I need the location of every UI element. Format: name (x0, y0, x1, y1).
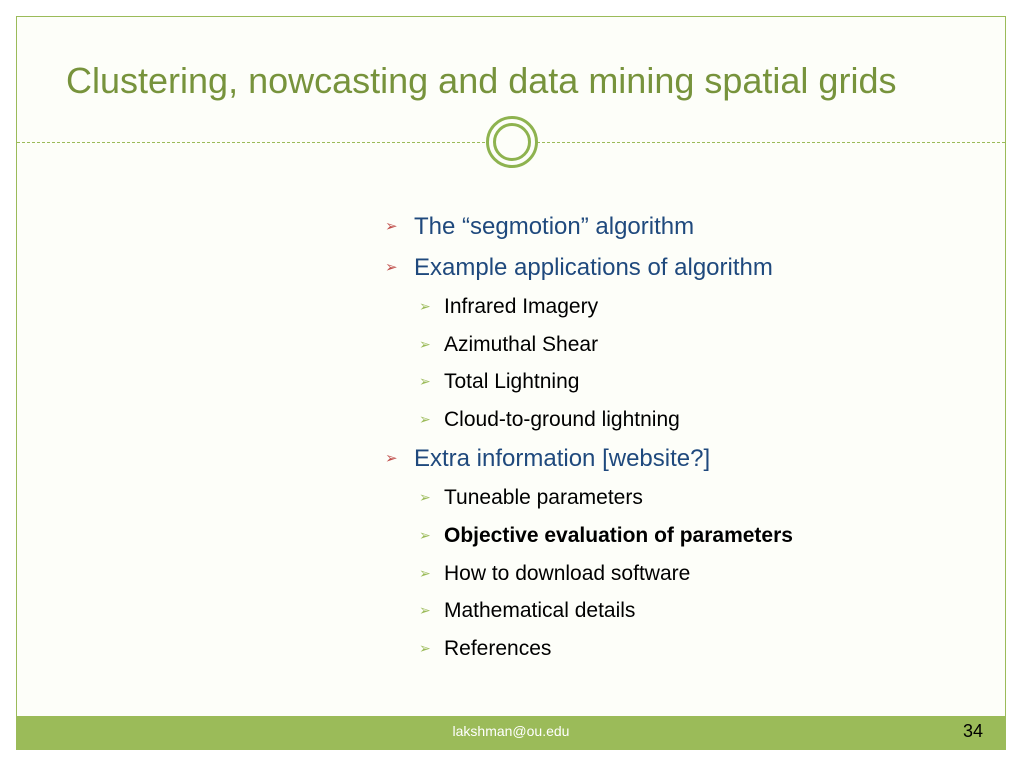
arrowhead-bullet-icon: ➢ (419, 526, 431, 543)
bullet-item (384, 206, 1004, 247)
arrowhead-bullet-icon: ➢ (419, 639, 431, 656)
sub-bullet-item (384, 630, 1004, 668)
bullet-item (384, 438, 1004, 479)
circle-ornament-icon (486, 116, 538, 168)
sub-bullet-item (384, 401, 1004, 439)
sub-bullet-item (384, 592, 1004, 630)
bullet-text: Azimuthal Shear (444, 332, 599, 356)
bullet-list (384, 206, 1004, 667)
bullet-text: The “segmotion” algorithm (414, 213, 695, 240)
arrowhead-bullet-icon: ➢ (419, 602, 431, 619)
arrowhead-bullet-icon: ➢ (419, 373, 431, 390)
arrowhead-bullet-icon: ➢ (385, 450, 398, 468)
bullet-text: Tuneable parameters (444, 486, 643, 510)
arrowhead-bullet-icon: ➢ (419, 489, 431, 506)
bullet-text: Total Lightning (444, 370, 580, 394)
bullet-text: Infrared Imagery (444, 295, 599, 318)
bullet-text: Example applications of algorithm (414, 254, 773, 281)
sub-bullet-item (384, 326, 1004, 364)
bullet-text: Mathematical details (444, 599, 636, 623)
arrowhead-bullet-icon: ➢ (419, 335, 431, 352)
arrowhead-bullet-icon: ➢ (385, 259, 398, 276)
bullet-text: Extra information [website?] (414, 445, 711, 473)
inner-circle-icon (493, 123, 531, 161)
bullet-text: Cloud-to-ground lightning (444, 407, 680, 431)
sub-bullet-item (384, 517, 1004, 555)
sub-bullet-item (384, 479, 1004, 517)
bullet-text: Objective evaluation of parameters (444, 523, 793, 547)
bullet-text: How to download software (444, 561, 691, 585)
page-number: 34 (962, 721, 983, 741)
arrowhead-bullet-icon: ➢ (419, 298, 431, 314)
sub-bullet-item (384, 288, 1004, 326)
bullet-text: References (444, 636, 552, 660)
footer-bar (17, 716, 1005, 749)
arrowhead-bullet-icon: ➢ (385, 218, 398, 235)
footer-email: lakshman@ou.edu (452, 723, 570, 739)
arrowhead-bullet-icon: ➢ (419, 410, 431, 427)
sub-bullet-item (384, 363, 1004, 401)
bullet-item (384, 247, 1004, 288)
slide-title: Clustering, nowcasting and data mining spatial grids (66, 60, 897, 101)
sub-bullet-item (384, 555, 1004, 593)
arrowhead-bullet-icon: ➢ (419, 564, 431, 581)
